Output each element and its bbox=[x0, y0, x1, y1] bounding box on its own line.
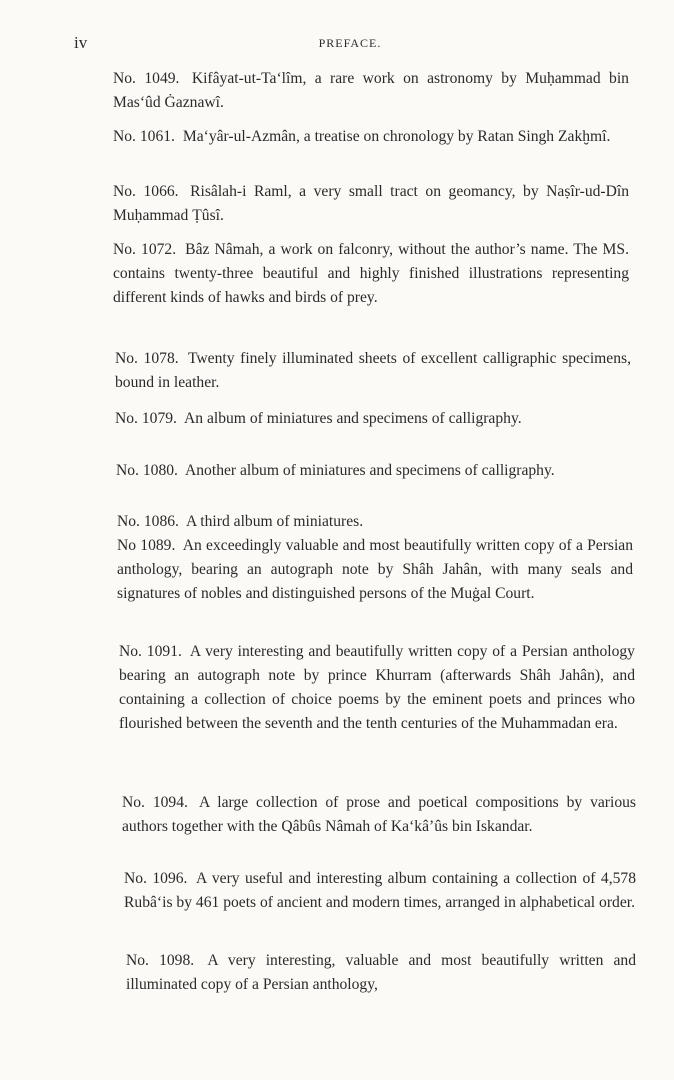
entry-text: Ma‘yâr-ul-Azmân, a treatise on chronology by Ratan Singh Zakḫmî. bbox=[182, 128, 611, 145]
catalogue-entry bbox=[117, 510, 633, 534]
entry-text: Risâlah-i Raml, a very small tract on geomancy, by Naṣîr-ud-Dîn Muḥammad Ṭûsî. bbox=[113, 183, 629, 224]
entry-text: Another album of miniatures and specimens of calligraphy. bbox=[185, 462, 555, 479]
catalogue-entry bbox=[117, 534, 633, 606]
entry-number: No. 1049. bbox=[113, 70, 180, 87]
catalogue-entry bbox=[119, 640, 635, 736]
entry-text: Twenty finely illuminated sheets of excellent calligraphic specimens, bound in leather. bbox=[115, 350, 631, 391]
entry-text: A very useful and interesting album containing a collection of 4,578 Rubâ‘is by 461 poets of ancient and modern times, arranged in alphabetical order. bbox=[124, 870, 636, 911]
entry-number: No. 1079. bbox=[115, 410, 177, 427]
catalogue-entry bbox=[113, 180, 629, 228]
catalogue-entry bbox=[122, 791, 636, 839]
entry-text: A very interesting, valuable and most beautifully written and illuminated copy of a Persian anthology, bbox=[126, 952, 636, 993]
entry-number: No. 1096. bbox=[124, 870, 188, 887]
entry-number: No. 1061. bbox=[113, 128, 175, 145]
entry-number: No. 1078. bbox=[115, 350, 179, 367]
page-number: iv bbox=[74, 33, 88, 52]
catalogue-entry bbox=[115, 347, 631, 395]
entry-text: An album of miniatures and specimens of calligraphy. bbox=[184, 410, 522, 427]
catalogue-entry bbox=[113, 238, 629, 310]
catalogue-entry bbox=[115, 407, 631, 431]
entry-text: A large collection of prose and poetical compositions by various authors together with the Qâbûs Nâmah of Ka‘kâ’ûs bin Iskandar. bbox=[122, 794, 636, 835]
entry-number: No. 1086. bbox=[117, 513, 179, 530]
entry-number: No. 1098. bbox=[126, 952, 195, 969]
entry-text: A third album of miniatures. bbox=[186, 513, 364, 530]
entry-text: An exceedingly valuable and most beautifully written copy of a Persian anthology, bearing an autograph note by Shâh Jahân, with many seals and signatures of nobles and distinguished persons of the Muġal Court. bbox=[117, 537, 634, 602]
entry-text: Kifâyat-ut-Ta‘lîm, a rare work on astronomy by Muḥammad bin Mas‘ûd Ġaznawî. bbox=[113, 70, 629, 111]
catalogue-entry bbox=[116, 459, 632, 483]
entry-number: No. 1072. bbox=[113, 241, 177, 258]
entry-number: No. 1091. bbox=[119, 643, 182, 660]
catalogue-entry bbox=[113, 67, 629, 115]
catalogue-entry bbox=[126, 949, 636, 997]
entry-text: A very interesting and beautifully written copy of a Persian anthology bearing an autograph note by prince Khurram (afterwards Shâh Jahân), and containing a collection of choice poems by the eminent poets and princes who flourished between the seventh and the tenth centuries of the Muhammadan era. bbox=[119, 643, 635, 732]
catalogue-entry bbox=[113, 125, 629, 149]
entry-number: No 1089. bbox=[117, 537, 176, 554]
entry-number: No. 1066. bbox=[113, 183, 179, 200]
entry-number: No. 1080. bbox=[116, 462, 178, 479]
catalogue-entry bbox=[124, 867, 636, 915]
entry-number: No. 1094. bbox=[122, 794, 188, 811]
running-title: PREFACE. bbox=[318, 36, 382, 50]
entry-text: Bâz Nâmah, a work on falconry, without the author’s name. The MS. contains twenty-three beautiful and highly finished illustrations representing different kinds of hawks and birds of prey. bbox=[113, 241, 629, 306]
